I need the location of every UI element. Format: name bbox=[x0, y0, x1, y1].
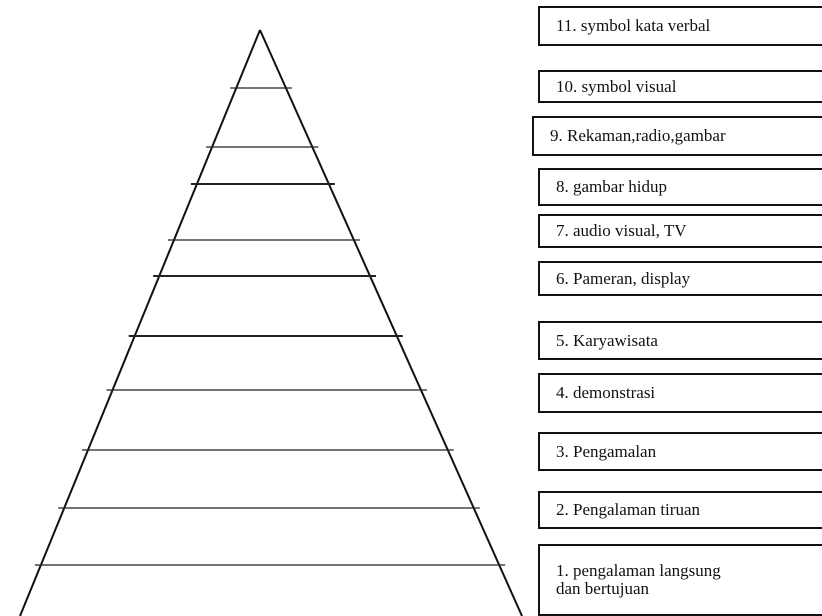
level-box-10: 10. symbol visual bbox=[538, 70, 822, 103]
level-box-5: 5. Karyawisata bbox=[538, 321, 822, 360]
level-box-3: 3. Pengamalan bbox=[538, 432, 822, 471]
level-box-2: 2. Pengalaman tiruan bbox=[538, 491, 822, 529]
level-box-1: 1. pengalaman langsung dan bertujuan bbox=[538, 544, 822, 616]
pyramid-left-edge bbox=[20, 30, 260, 616]
level-box-9: 9. Rekaman,radio,gambar bbox=[532, 116, 822, 156]
level-box-6: 6. Pameran, display bbox=[538, 261, 822, 296]
pyramid-level-lines bbox=[35, 88, 505, 565]
pyramid-right-edge bbox=[260, 30, 522, 616]
level-box-11: 11. symbol kata verbal bbox=[538, 6, 822, 46]
level-box-8: 8. gambar hidup bbox=[538, 168, 822, 206]
level-box-4: 4. demonstrasi bbox=[538, 373, 822, 413]
pyramid bbox=[20, 30, 522, 616]
level-box-7: 7. audio visual, TV bbox=[538, 214, 822, 248]
